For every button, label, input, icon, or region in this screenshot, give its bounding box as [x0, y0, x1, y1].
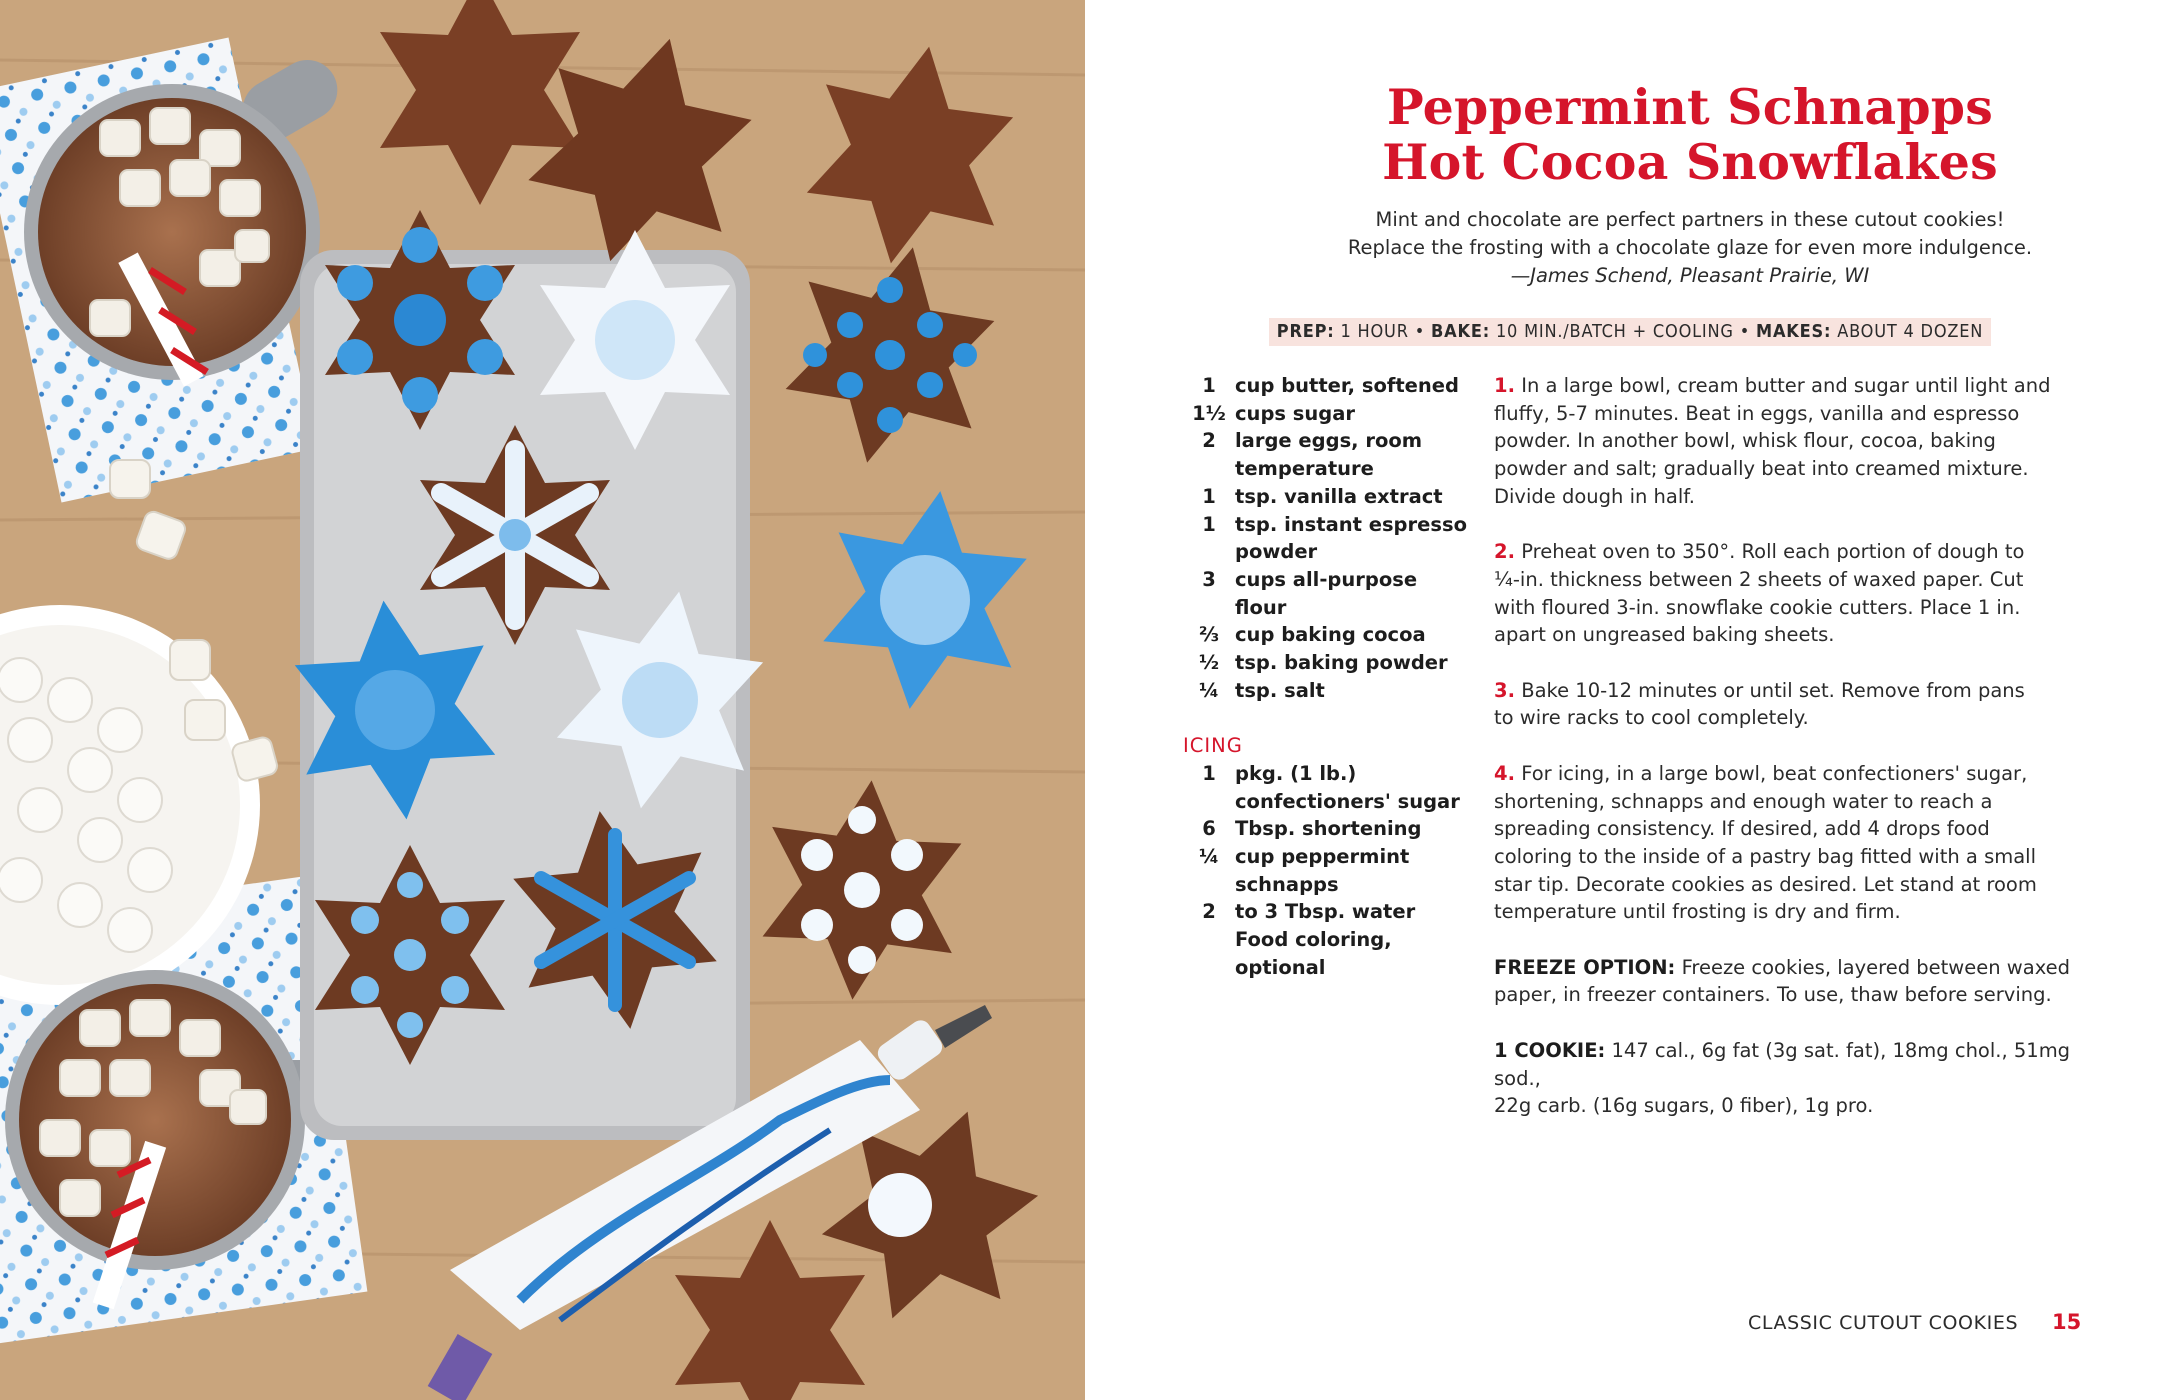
ingredient-text: [1235, 898, 1473, 926]
step-text: For icing, in a large bowl, beat confectioners' sugar,: [1521, 761, 2028, 785]
step-line: fluffy, 5-7 minutes. Beat in eggs, vanilla and espresso: [1494, 401, 2020, 425]
ingredient-text-line: temperature: [1235, 457, 1374, 481]
ingredient-text: [1235, 926, 1473, 981]
ingredient-text: [1235, 372, 1473, 400]
directions: [1494, 372, 2074, 1148]
ingredient-list: [1183, 372, 1473, 981]
ingredient-text-line: confectioners' sugar: [1235, 789, 1460, 813]
prep-label: PREP:: [1276, 321, 1335, 342]
step-line: [1494, 372, 2074, 400]
step-1: [1494, 372, 2074, 511]
step-4: [1494, 760, 2074, 926]
step-text: Bake 10-12 minutes or until set. Remove from pans: [1521, 678, 2025, 702]
step-line: [1494, 538, 2074, 566]
timing-bar: [1269, 318, 1991, 346]
ingredient-text-line: to 3 Tbsp. water: [1235, 900, 1416, 924]
ingredient-text: [1235, 760, 1473, 815]
ingredient-text-line: tsp. salt: [1235, 678, 1325, 702]
step-number: 3.: [1494, 678, 1515, 702]
nutrition-facts: [1494, 1037, 2074, 1120]
ingredient-quantity: ¼: [1198, 678, 1220, 702]
ingredient-row: [1183, 427, 1473, 482]
ingredient-text-line: Food coloring, optional: [1235, 928, 1392, 979]
ingredient-quantity: ¼: [1198, 844, 1220, 868]
ingredient-quantity: 2: [1202, 429, 1216, 453]
ingredient-text-line: cups all-purpose flour: [1235, 567, 1418, 619]
makes-label: MAKES:: [1756, 321, 1832, 342]
step-line: [1494, 760, 2074, 788]
main-ingredients: [1183, 372, 1473, 704]
ingredient-text-line: Tbsp. shortening: [1235, 817, 1422, 841]
ingredient-row: [1183, 898, 1473, 926]
ingredient-quantity: 3: [1202, 567, 1216, 591]
ingredient-row: [1183, 677, 1473, 705]
step-line: powder and salt; gradually beat into creamed mixture.: [1494, 457, 2029, 481]
ingredient-text-line: pkg. (1 lb.): [1235, 761, 1357, 785]
ingredient-quantity: 1½: [1192, 401, 1226, 425]
step-line: powder. In another bowl, whisk flour, cocoa, baking: [1494, 429, 1996, 453]
ingredient-text: [1235, 400, 1473, 428]
ingredient-row: [1183, 511, 1473, 566]
ingredient-text-line: large eggs, room: [1235, 429, 1423, 453]
makes-value: ABOUT 4 DOZEN: [1837, 321, 1984, 342]
ingredient-quantity: 6: [1202, 817, 1216, 841]
nutrition-line-1: 147 cal., 6g fat (3g sat. fat), 18mg chol., 51mg sod.,: [1494, 1038, 2071, 1090]
ingredient-row: [1183, 566, 1473, 621]
ingredient-row: [1183, 649, 1473, 677]
ingredient-text: [1235, 843, 1473, 898]
step-number: 4.: [1494, 761, 1515, 785]
page-number: 15: [2052, 1310, 2082, 1334]
step-3: [1494, 677, 2074, 732]
icing-ingredients: [1183, 760, 1473, 982]
ingredient-text-line: tsp. baking powder: [1235, 651, 1448, 675]
ingredient-text: [1235, 621, 1473, 649]
recipe-intro: [1230, 206, 2150, 290]
step-line: apart on ungreased baking sheets.: [1494, 623, 1835, 647]
ingredient-text-line: powder: [1235, 540, 1318, 564]
ingredient-quantity: 1: [1202, 761, 1216, 785]
ingredient-quantity: ⅔: [1198, 623, 1220, 647]
step-line: ¼-in. thickness between 2 sheets of waxed paper. Cut: [1494, 567, 2024, 591]
step-line: Divide dough in half.: [1494, 484, 1695, 508]
bake-label: BAKE:: [1431, 321, 1490, 342]
recipe-title-line-2: Hot Cocoa Snowflakes: [1382, 133, 1998, 191]
freeze-line-2: paper, in freezer containers. To use, thaw before serving.: [1494, 983, 2052, 1007]
nutrition-line-2: 22g carb. (16g sugars, 0 fiber), 1g pro.: [1494, 1094, 1874, 1118]
freeze-label: FREEZE OPTION:: [1494, 955, 1676, 979]
step-line: coloring to the inside of a pastry bag fitted with a small: [1494, 844, 2037, 868]
step-2: [1494, 538, 2074, 649]
ingredient-text-line: tsp. vanilla extract: [1235, 484, 1443, 508]
ingredient-text-line: schnapps: [1235, 872, 1339, 896]
step-line: star tip. Decorate cookies as desired. Let stand at room: [1494, 872, 2037, 896]
intro-line-2: Replace the frosting with a chocolate glaze for even more indulgence.: [1347, 236, 2033, 259]
icing-heading: ICING: [1183, 734, 1243, 758]
recipe-title-line-1: Peppermint Schnapps: [1386, 78, 1994, 136]
ingredient-quantity: ½: [1198, 651, 1220, 675]
step-line: with floured 3-in. snowflake cookie cutters. Place 1 in.: [1494, 595, 2021, 619]
ingredient-row: [1183, 843, 1473, 898]
timing-separator: •: [1739, 321, 1751, 342]
freeze-line-1: Freeze cookies, layered between waxed: [1681, 955, 2071, 979]
ingredient-quantity: 1: [1202, 484, 1216, 508]
ingredient-row: [1183, 372, 1473, 400]
ingredient-row: [1183, 926, 1473, 981]
ingredient-row: [1183, 760, 1473, 815]
step-line: shortening, schnapps and enough water to reach a: [1494, 789, 1993, 813]
ingredient-row: [1183, 483, 1473, 511]
ingredient-row: [1183, 400, 1473, 428]
ingredient-text-line: cup butter, softened: [1235, 374, 1459, 397]
step-text: In a large bowl, cream butter and sugar until light and: [1521, 374, 2051, 397]
ingredient-text: [1235, 483, 1473, 511]
ingredient-text: [1235, 815, 1473, 843]
step-line: temperature until frosting is dry and firm.: [1494, 900, 1901, 924]
ingredient-text: [1235, 649, 1473, 677]
step-list: [1494, 372, 2074, 926]
intro-line-1: Mint and chocolate are perfect partners in these cutout cookies!: [1375, 208, 2005, 231]
ingredient-text: [1235, 677, 1473, 705]
recipe-attribution: —James Schend, Pleasant Prairie, WI: [1510, 264, 1870, 287]
step-line: to wire racks to cool completely.: [1494, 706, 1809, 730]
nutrition-label: 1 COOKIE:: [1494, 1038, 1606, 1062]
freeze-option: [1494, 954, 2074, 1009]
timing-separator: •: [1414, 321, 1426, 342]
ingredient-quantity: 1: [1202, 512, 1216, 536]
recipe-title: [1230, 80, 2150, 190]
ingredient-text: [1235, 566, 1473, 621]
step-text: Preheat oven to 350°. Roll each portion of dough to: [1521, 540, 2025, 564]
ingredient-text-line: tsp. instant espresso: [1235, 512, 1467, 536]
ingredient-row: [1183, 621, 1473, 649]
ingredient-quantity: [1183, 926, 1235, 981]
ingredient-text-line: cups sugar: [1235, 401, 1356, 425]
bake-value: 10 MIN./BATCH + COOLING: [1495, 321, 1734, 342]
section-footer: CLASSIC CUTOUT COOKIES: [1748, 1312, 2019, 1334]
ingredient-text-line: cup baking cocoa: [1235, 623, 1426, 647]
step-line: spreading consistency. If desired, add 4 drops food: [1494, 817, 1990, 841]
ingredient-text-line: cup peppermint: [1235, 844, 1410, 868]
ingredient-quantity: 1: [1202, 374, 1216, 397]
ingredient-row: [1183, 815, 1473, 843]
step-number: 1.: [1494, 374, 1515, 397]
step-line: [1494, 677, 2074, 705]
ingredient-text: [1235, 511, 1473, 566]
ingredient-quantity: 2: [1202, 900, 1216, 924]
step-number: 2.: [1494, 540, 1515, 564]
prep-value: 1 HOUR: [1340, 321, 1409, 342]
ingredient-text: [1235, 427, 1473, 482]
